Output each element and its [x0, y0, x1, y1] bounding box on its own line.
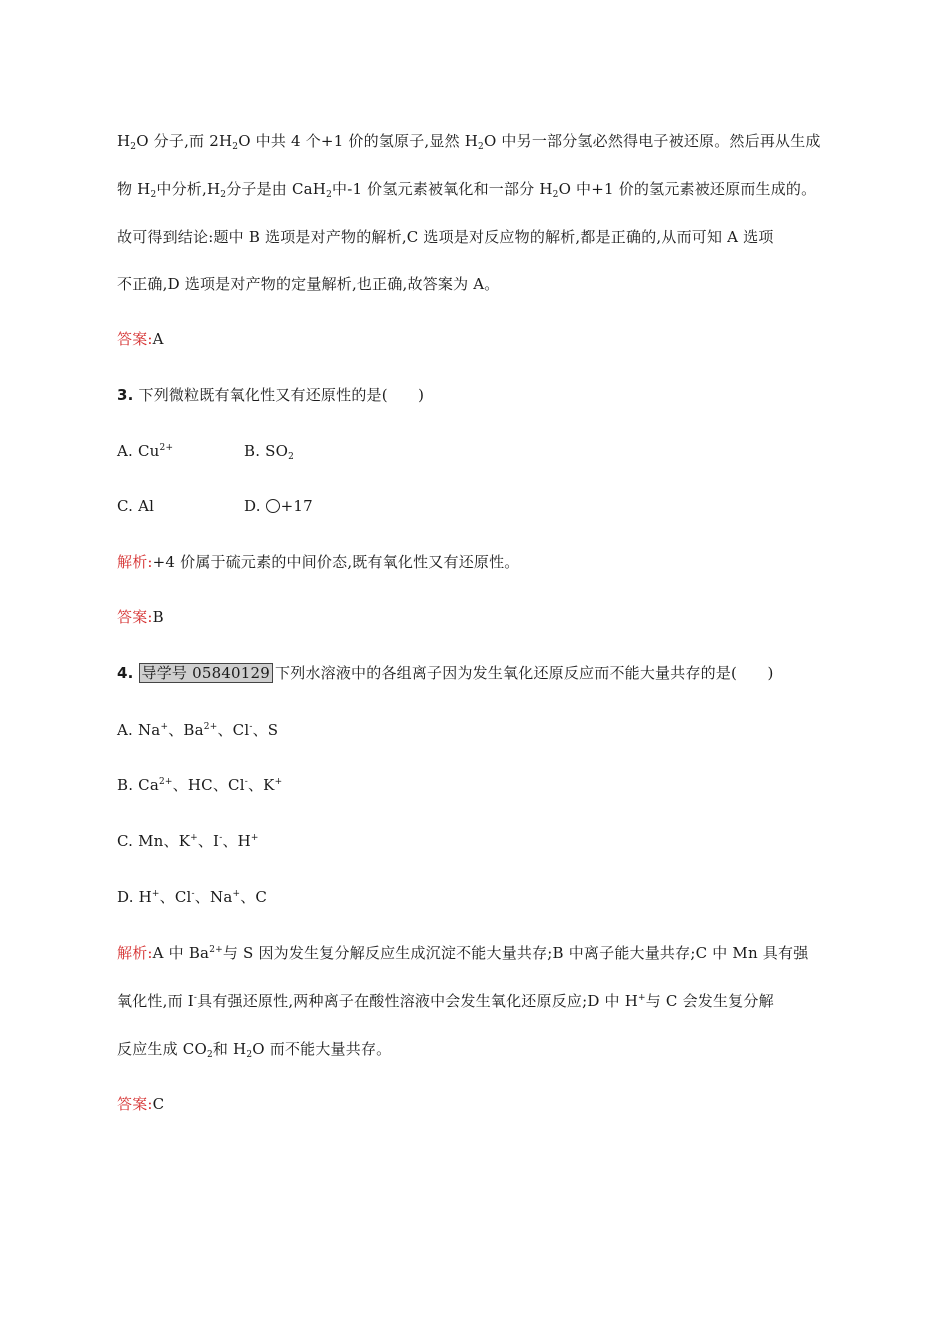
option-text: B. SO — [244, 442, 289, 460]
subscript: 2 — [552, 190, 559, 200]
text-run: 、S — [252, 721, 279, 739]
text-run: B. Ca — [117, 776, 159, 794]
text-run: O 中另一部分氢必然得电子被还原。然后再从生成 — [483, 132, 821, 150]
text-run: H — [117, 132, 131, 150]
superscript: + — [151, 889, 160, 899]
paragraph-line-4: 不正确,D 选项是对产物的定量解析,也正确,故答案为 A。 — [117, 275, 500, 293]
answer-value: B — [152, 608, 164, 626]
text-run: O 中共 4 个+1 价的氢原子,显然 H — [238, 132, 479, 150]
text-run: 、Cl — [159, 888, 192, 906]
question-4-option-d — [117, 887, 267, 907]
question-4-option-b — [117, 775, 282, 795]
superscript: + — [638, 993, 646, 1003]
subscript: 2 — [288, 452, 295, 462]
subscript: 2 — [232, 142, 239, 152]
question-4-analysis-line-3 — [117, 1039, 391, 1059]
text-run: 反应生成 CO — [117, 1040, 207, 1058]
text-run: 与 C 会发生复分解 — [645, 992, 774, 1010]
text-run: 具有强还原性,两种离子在酸性溶液中会发生氧化还原反应;D 中 H — [197, 992, 638, 1010]
text-run: 、Cl — [217, 721, 250, 739]
text-run: 、C — [240, 888, 268, 906]
answer-label: 答案: — [117, 608, 153, 626]
subscript: 2 — [150, 190, 157, 200]
text-run: 分子是由 CaH — [226, 180, 327, 198]
text-run: D. H — [117, 888, 152, 906]
superscript: - — [191, 889, 195, 899]
question-4-analysis-line-1 — [117, 943, 808, 963]
superscript: 2+ — [159, 443, 174, 453]
answer-label: 答案: — [117, 1095, 153, 1113]
superscript: 2+ — [158, 777, 173, 787]
paragraph-line-2 — [117, 179, 816, 199]
analysis-label: 解析: — [117, 944, 153, 962]
option-a — [117, 442, 173, 460]
question-4-answer — [117, 1094, 164, 1114]
answer-value: C — [152, 1095, 165, 1113]
answer-label: 答案: — [117, 330, 153, 348]
text-run: O 分子,而 2H — [136, 132, 233, 150]
text-run: A 中 Ba — [152, 944, 210, 962]
answer-1 — [117, 329, 164, 349]
question-3-answer — [117, 607, 164, 627]
question-number: 3. — [117, 386, 134, 404]
paragraph-line-3: 故可得到结论:题中 B 选项是对产物的解析,C 选项是对反应物的解析,都是正确的,从而可知 A 选项 — [117, 228, 774, 246]
text-run: 、H — [222, 832, 251, 850]
text-run: 物 H — [117, 180, 151, 198]
text-run: A. Na — [117, 721, 161, 739]
paragraph-line-1 — [117, 131, 821, 151]
text-run: 、Ba — [168, 721, 204, 739]
atom-circle-icon — [266, 499, 280, 513]
question-3-options-row-1 — [117, 441, 295, 462]
question-4-stem — [117, 663, 774, 683]
text-run: 、Na — [194, 888, 233, 906]
superscript: - — [193, 993, 198, 1003]
superscript: + — [250, 833, 259, 843]
superscript: 2+ — [209, 945, 223, 955]
text-run: 、I — [197, 832, 220, 850]
text-run: 氧化性,而 I — [117, 992, 194, 1010]
option-text: +17 — [280, 497, 313, 515]
question-4-option-a — [117, 720, 278, 740]
text-run: 、K — [247, 776, 275, 794]
subscript: 2 — [130, 142, 137, 152]
superscript: - — [249, 722, 253, 732]
text-run: O 而不能大量共存。 — [252, 1040, 392, 1058]
superscript: 2+ — [203, 722, 218, 732]
question-4-option-c — [117, 831, 259, 851]
option-b — [244, 441, 294, 461]
option-c: C. Al — [117, 497, 155, 515]
text-run: 和 H — [212, 1040, 247, 1058]
subscript: 2 — [206, 1050, 213, 1060]
answer-value: A — [152, 330, 164, 348]
superscript: + — [232, 889, 241, 899]
text-run: 中分析,H — [156, 180, 221, 198]
option-prefix: D. — [244, 497, 266, 515]
analysis-text: +4 价属于硫元素的中间价态,既有氧化性又有还原性。 — [152, 553, 520, 571]
superscript: + — [190, 833, 198, 843]
question-text: 下列水溶液中的各组离子因为发生氧化还原反应而不能大量共存的是( ) — [275, 664, 774, 682]
text-run: O 中+1 价的氢元素被还原而生成的。 — [558, 180, 817, 198]
superscript: + — [160, 722, 169, 732]
question-3-options-row-2 — [117, 496, 313, 516]
question-3-analysis — [117, 552, 520, 572]
text-run: 与 S 因为发生复分解反应生成沉淀不能大量共存;B 中离子能大量共存;C 中 Mn 具有强 — [222, 944, 809, 962]
subscript: 2 — [478, 142, 484, 152]
subscript: 2 — [246, 1050, 253, 1060]
guide-number-tag[interactable]: 导学号 05840129 — [139, 663, 274, 683]
option-text: A. Cu — [117, 442, 160, 460]
text-run: 中-1 价氢元素被氧化和一部分 H — [332, 180, 553, 198]
question-text: 下列微粒既有氧化性又有还原性的是( ) — [133, 386, 425, 404]
superscript: + — [274, 777, 283, 787]
analysis-label: 解析: — [117, 553, 153, 571]
subscript: 2 — [220, 190, 227, 200]
text-run: 、HC、Cl — [172, 776, 245, 794]
question-4-analysis-line-2 — [117, 991, 774, 1011]
question-number: 4. — [117, 664, 134, 682]
superscript: - — [244, 777, 248, 787]
question-3-stem — [117, 385, 424, 405]
option-d — [244, 496, 313, 516]
superscript: - — [219, 833, 223, 843]
text-run: C. Mn、K — [117, 832, 191, 850]
subscript: 2 — [326, 190, 332, 200]
